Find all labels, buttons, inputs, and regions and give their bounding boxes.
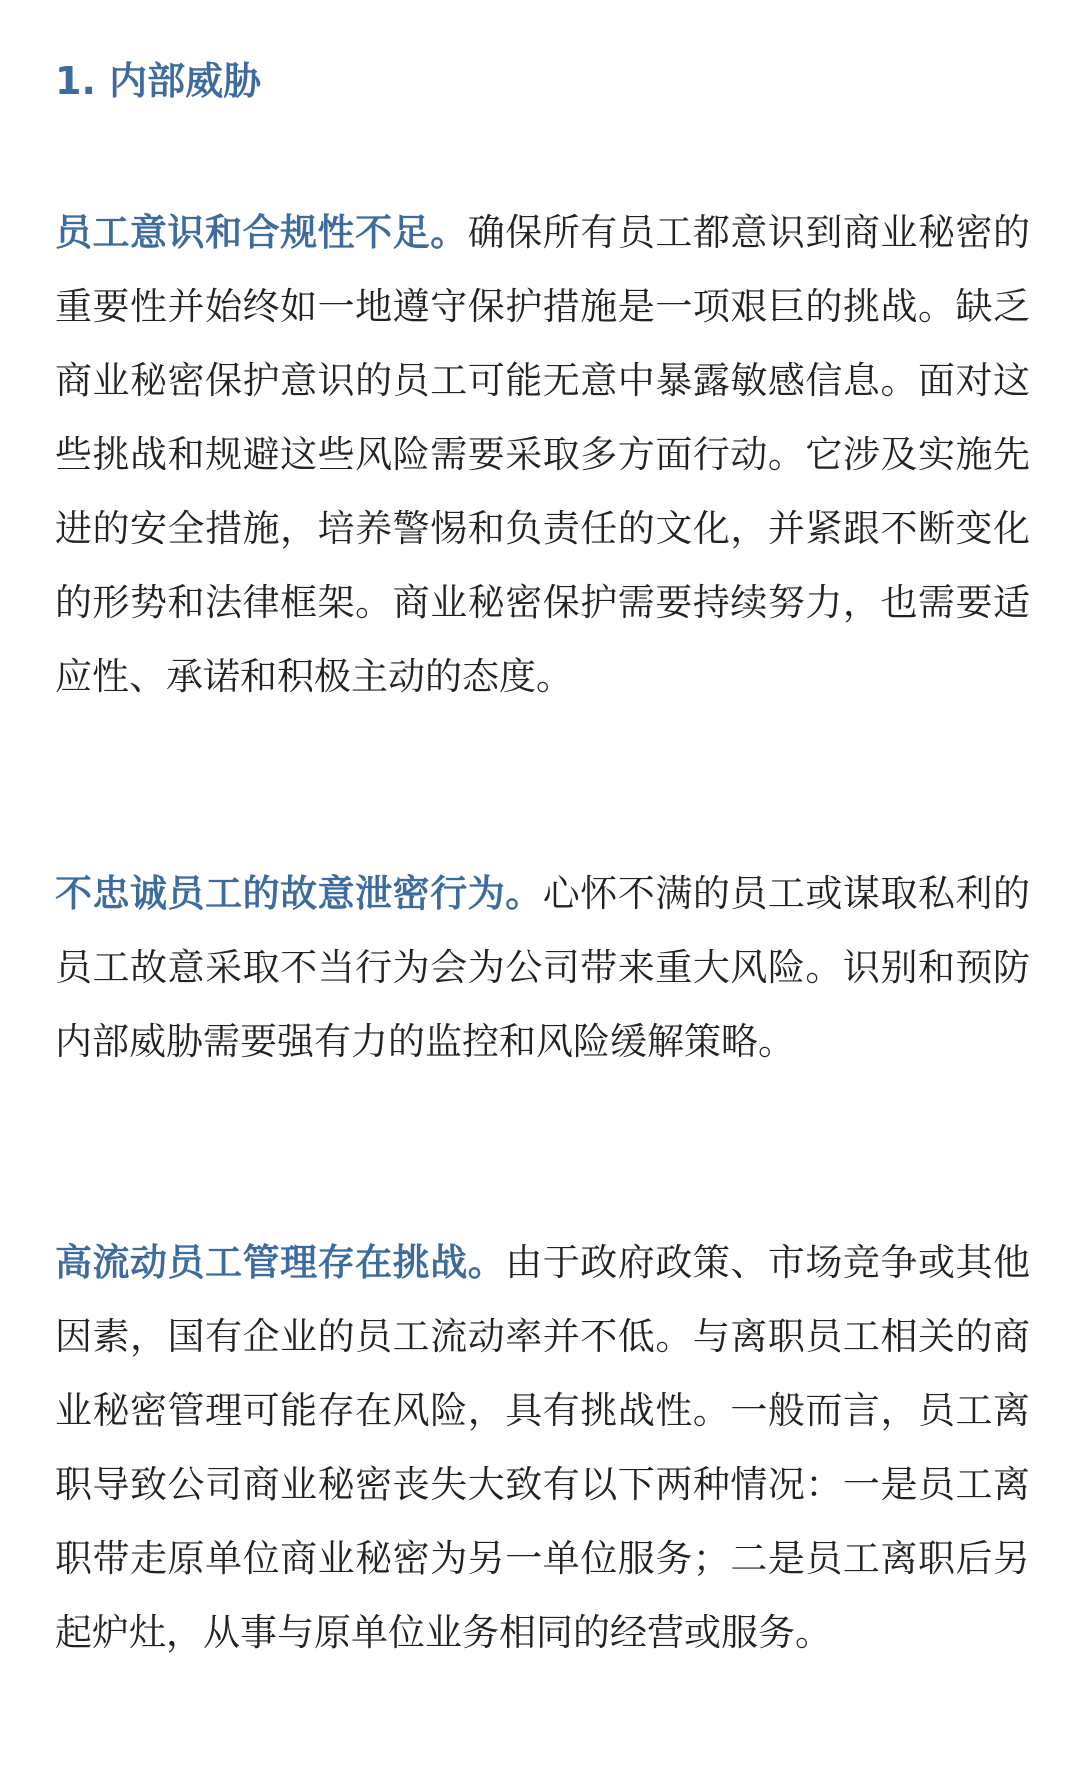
paragraph-lead: 高流动员工管理存在挑战。: [55, 1241, 506, 1284]
paragraph-high-turnover: [55, 1226, 1030, 1670]
paragraph-intentional-leak: [55, 857, 1030, 1079]
paragraph-lead: 不忠诚员工的故意泄密行为。: [55, 872, 543, 915]
section-heading: 1. 内部威胁: [55, 59, 262, 103]
paragraph-body: 心怀不满的员工或谋取私利的员工故意采取不当行为会为公司带来重大风险。识别和预防内部威胁需要强有力的监控和风险缓解策略。: [55, 872, 1031, 1063]
paragraph-employee-awareness: [55, 196, 1030, 714]
paragraph-lead: 员工意识和合规性不足。: [55, 211, 468, 254]
paragraph-body: 由于政府政策、市场竞争或其他因素，国有企业的员工流动率并不低。与离职员工相关的商业秘密管理可能存在风险，具有挑战性。一般而言，员工离职导致公司商业秘密丧失大致有以下两种情况：一是员工离职带走原单位商业秘密为另一单位服务；二是员工离职后另起炉灶，从事与原单位业务相同的经营或服务。: [55, 1241, 1031, 1654]
paragraph-body: 确保所有员工都意识到商业秘密的重要性并始终如一地遵守保护措施是一项艰巨的挑战。缺乏商业秘密保护意识的员工可能无意中暴露敏感信息。面对这些挑战和规避这些风险需要采取多方面行动。它涉及实施先进的安全措施，培养警惕和负责任的文化，并紧跟不断变化的形势和法律框架。商业秘密保护需要持续努力，也需要适应性、承诺和积极主动的态度。: [55, 211, 1031, 698]
